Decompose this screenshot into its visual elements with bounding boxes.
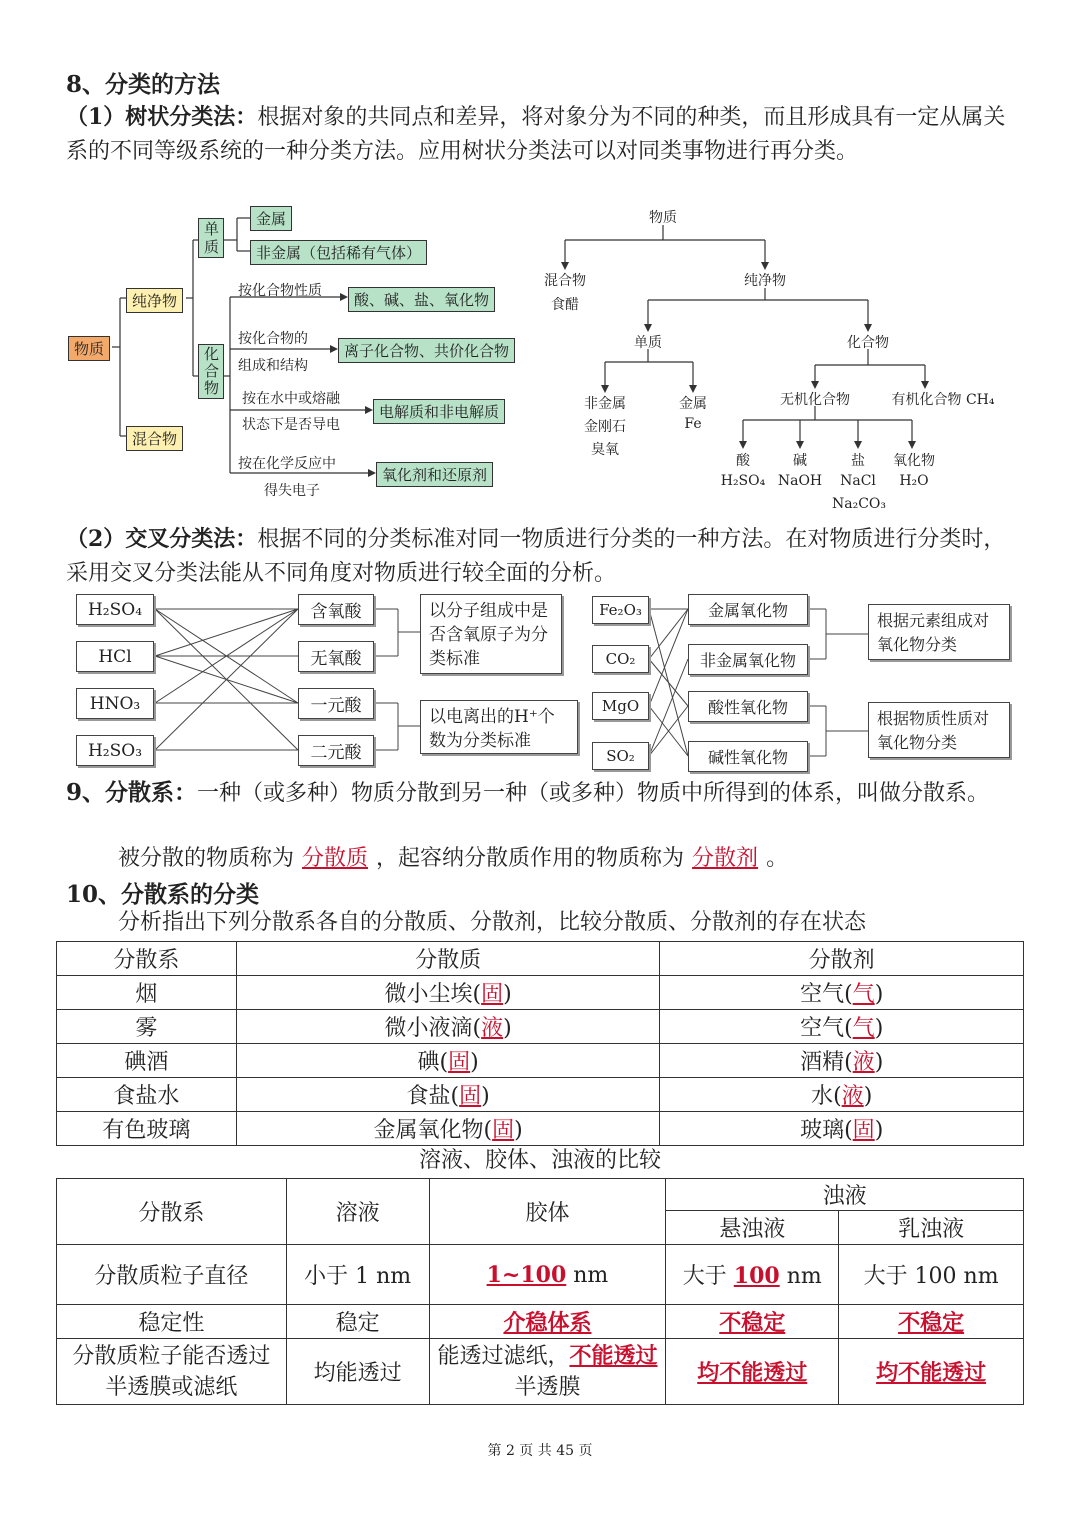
row-system: 食盐水 <box>57 1078 237 1112</box>
row-solvent: 水(液) <box>660 1078 1024 1112</box>
tree-right-salt: 盐 <box>851 453 865 469</box>
acid-h2so4: H₂SO₄ <box>76 594 154 625</box>
oxide-type-metal: 金属氧化物 <box>688 594 808 625</box>
tree-c2-label2: 组成和结构 <box>238 358 308 374</box>
tree-right-base-ex: NaOH <box>777 473 823 489</box>
section-9-text: 一种（或多种）物质分散到另一种（或多种）物质中所得到的体系，叫做分散系。 <box>197 781 990 806</box>
tree-right-compound: 化合物 <box>847 335 889 351</box>
table-row <box>57 1078 1024 1112</box>
r3-emulsion <box>839 1339 1024 1405</box>
r2-label: 稳定性 <box>57 1305 287 1339</box>
compare-header-row-1 <box>57 1179 1024 1211</box>
oxide-type-basic: 碱性氧化物 <box>688 741 808 772</box>
row-system: 雾 <box>57 1010 237 1044</box>
acid-hcl: HCl <box>76 641 154 672</box>
solute-name: 微小液滴 <box>384 1016 473 1041</box>
tree-right-mixture-ex: 食醋 <box>551 297 579 313</box>
solute-name: 金属氧化物 <box>373 1118 484 1143</box>
r1-suspension <box>666 1245 839 1305</box>
acid-type-di: 二元酸 <box>298 735 374 766</box>
tree-right-oxide: 氧化物 <box>893 453 935 469</box>
solvent-name: 空气 <box>800 1016 845 1041</box>
th-solute: 分散质 <box>236 942 660 976</box>
section-9-title: 9、分散系： <box>66 779 198 806</box>
tree-right-nonmetal-ex2: 臭氧 <box>591 442 619 458</box>
r2-emulsion <box>839 1305 1024 1339</box>
r1-susp-unit: nm <box>786 1264 822 1289</box>
r1-colloid <box>429 1245 666 1305</box>
oxide-so2: SO₂ <box>592 742 649 770</box>
acid-hno3: HNO₃ <box>76 688 154 719</box>
tree-right-element: 单质 <box>634 335 662 351</box>
tree-right-metal-ex: Fe <box>684 416 702 432</box>
cross-method-paragraph <box>66 522 1018 591</box>
fill-mid: ，起容纳分散质作用的物质称为 <box>376 846 685 871</box>
tree-right-oxide-ex: H₂O <box>899 473 929 489</box>
tree-c3-label1: 按在水中或熔融 <box>242 391 340 407</box>
tree-method-label: （1）树状分类法： <box>66 104 258 130</box>
oxide-standard-2: 根据物质性质对氧化物分类 <box>868 702 1010 758</box>
tree-left-mixture: 混合物 <box>126 426 183 451</box>
row-solute: 食盐(固) <box>236 1078 660 1112</box>
tree-left-root: 物质 <box>68 336 110 361</box>
r1-emulsion: 大于 100 nm <box>839 1245 1024 1305</box>
page-footer: 第 2 页 共 45 页 <box>487 1443 593 1459</box>
table-row <box>57 1245 1024 1305</box>
tree-c2-box: 离子化合物、共价化合物 <box>338 338 515 363</box>
section-8-title: 8、分类的方法 <box>66 71 221 98</box>
r1-solution: 小于 1 nm <box>286 1245 429 1305</box>
row-solvent: 空气(气) <box>660 1010 1024 1044</box>
solvent-name: 酒精 <box>800 1050 845 1075</box>
solute-name: 食盐 <box>406 1084 451 1109</box>
row-solute: 碘(固) <box>236 1044 660 1078</box>
th-system: 分散系 <box>57 942 237 976</box>
tree-right-inorganic: 无机化合物 <box>780 392 850 408</box>
r1-label: 分散质粒子直径 <box>57 1245 287 1305</box>
tree-right-nonmetal: 非金属 <box>584 396 626 412</box>
solute-state: 固 <box>459 1084 482 1109</box>
acid-type-oxy: 含氧酸 <box>298 594 374 625</box>
tree-method-text: 根据对象的共同点和差异，将对象分为不同的种类，而且形成具有一定从属关系的不同等级系统的一种分类方法。应用树状分类法可以对同类事物进行再分类。 <box>66 105 1006 164</box>
tree-c3-label2: 状态下是否导电 <box>242 417 340 433</box>
row-system: 有色玻璃 <box>57 1112 237 1146</box>
tree-left-metal: 金属 <box>250 206 292 231</box>
r2-emul-answer: 不稳定 <box>898 1310 965 1336</box>
fill-end: 。 <box>766 846 789 871</box>
solute-state: 固 <box>448 1050 471 1075</box>
table-row <box>57 1305 1024 1339</box>
table-row <box>57 1010 1024 1044</box>
r3-colloid <box>429 1339 666 1405</box>
row-solvent: 酒精(液) <box>660 1044 1024 1078</box>
r1-colloid-unit: nm <box>573 1262 609 1288</box>
solute-state: 固 <box>481 982 504 1007</box>
r3-label: 分散质粒子能否透过半透膜或滤纸 <box>57 1339 287 1405</box>
fill-answer-solute: 分散质 <box>302 846 369 871</box>
r3-colloid-answer: 不能透过 <box>569 1342 658 1369</box>
oxide-type-acidic: 酸性氧化物 <box>688 691 808 722</box>
fill-pre: 被分散的物质称为 <box>118 846 295 871</box>
r3-solution: 均能透过 <box>286 1339 429 1405</box>
ch-solution: 溶液 <box>286 1179 429 1245</box>
ch-emulsion: 乳浊液 <box>839 1211 1024 1245</box>
tree-left-pure: 纯净物 <box>126 288 183 313</box>
table-row <box>57 1339 1024 1405</box>
tree-c3-box: 电解质和非电解质 <box>373 399 505 424</box>
solvent-state: 气 <box>852 1016 875 1041</box>
row-solvent: 空气(气) <box>660 976 1024 1010</box>
tree-left-element: 单质 <box>198 218 224 258</box>
tree-c4-label2: 得失电子 <box>264 483 320 499</box>
section-9-paragraph <box>66 776 1018 811</box>
r2-suspension <box>666 1305 839 1339</box>
r3-colloid-post: 半透膜 <box>514 1374 581 1400</box>
oxide-fe2o3: Fe₂O₃ <box>592 596 649 624</box>
r2-colloid-answer: 介稳体系 <box>503 1310 592 1336</box>
tree-c2-label1: 按化合物的 <box>238 331 308 347</box>
cross-method-text: 根据不同的分类标准对同一物质进行分类的一种方法。在对物质进行分类时，采用交叉分类法能从不同角度对物质进行较全面的分析。 <box>66 527 1006 586</box>
solvent-state: 气 <box>852 982 875 1007</box>
fill-answer-solvent: 分散剂 <box>692 846 759 871</box>
tree-right-salt-ex1: NaCl <box>840 473 876 489</box>
tree-right-base: 碱 <box>793 453 807 469</box>
solvent-state: 固 <box>852 1118 875 1143</box>
tree-c1-box: 酸、碱、盐、氧化物 <box>348 287 495 312</box>
section-9-fill <box>118 842 1018 876</box>
ch-system: 分散系 <box>57 1179 287 1245</box>
tree-right-organic: 有机化合物 CH₄ <box>891 392 995 408</box>
r1-susp-pre: 大于 <box>682 1264 727 1289</box>
solvent-name: 玻璃 <box>800 1118 845 1143</box>
tree-right-acid-ex: H₂SO₄ <box>720 473 766 489</box>
r2-solution: 稳定 <box>286 1305 429 1339</box>
ch-turbid: 浊液 <box>666 1179 1024 1211</box>
tree-c4-label1: 按在化学反应中 <box>238 456 336 472</box>
compare-caption: 溶液、胶体、浊液的比较 <box>418 1148 661 1173</box>
row-solvent: 玻璃(固) <box>660 1112 1024 1146</box>
acid-h2so3: H₂SO₃ <box>76 735 154 766</box>
tree-right-nonmetal-ex1: 金刚石 <box>584 419 626 435</box>
th-solvent: 分散剂 <box>660 942 1024 976</box>
solvent-state: 液 <box>852 1050 875 1075</box>
r3-colloid-pre: 能透过滤纸， <box>437 1343 570 1369</box>
dispersion-table <box>56 941 1024 1146</box>
tree-left-compound: 化合物 <box>198 344 224 399</box>
r3-susp-answer: 均不能透过 <box>697 1360 808 1386</box>
acid-standard-2: 以电离出的H⁺个数为分类标准 <box>420 700 578 754</box>
ch-suspension: 悬浊液 <box>666 1211 839 1245</box>
row-system: 烟 <box>57 976 237 1010</box>
ch-colloid: 胶体 <box>429 1179 666 1245</box>
solute-state: 液 <box>481 1016 504 1041</box>
cross-method-label: （2）交叉分类法： <box>66 526 258 552</box>
row-solute: 微小尘埃(固) <box>236 976 660 1010</box>
tree-right-metal: 金属 <box>679 396 707 412</box>
solvent-name: 空气 <box>800 982 845 1007</box>
r3-emul-answer: 均不能透过 <box>876 1360 987 1386</box>
table-row <box>57 1044 1024 1078</box>
oxide-co2: CO₂ <box>592 645 649 673</box>
solvent-name: 水 <box>811 1084 834 1109</box>
tree-right-mixture: 混合物 <box>544 273 586 289</box>
section-10-intro: 分析指出下列分散系各自的分散质、分散剂，比较分散质、分散剂的存在状态 <box>118 910 867 935</box>
tree-right-salt-ex2: Na₂CO₃ <box>831 496 886 512</box>
acid-standard-1: 以分子组成中是否含氧原子为分类标准 <box>420 594 562 674</box>
acid-type-mono: 一元酸 <box>298 688 374 719</box>
r2-colloid <box>429 1305 666 1339</box>
oxide-mgo: MgO <box>592 692 649 720</box>
tree-left-nonmetal: 非金属（包括稀有气体） <box>250 240 427 265</box>
section-10-title: 10、分散系的分类 <box>66 881 260 908</box>
compare-table <box>56 1178 1024 1405</box>
row-system: 碘酒 <box>57 1044 237 1078</box>
row-solute: 微小液滴(液) <box>236 1010 660 1044</box>
table-row <box>57 976 1024 1010</box>
r1-susp-answer: 100 <box>733 1263 780 1289</box>
tree-right-pure: 纯净物 <box>744 273 786 289</box>
r3-suspension <box>666 1339 839 1405</box>
r2-susp-answer: 不稳定 <box>719 1310 786 1336</box>
tree-c1-label: 按化合物性质 <box>238 283 322 299</box>
solute-name: 微小尘埃 <box>384 982 473 1007</box>
solute-name: 碘 <box>417 1050 440 1075</box>
r1-colloid-answer: 1~100 <box>486 1261 567 1288</box>
tree-right-acid: 酸 <box>736 453 750 469</box>
oxide-standard-1: 根据元素组成对氧化物分类 <box>868 604 1010 660</box>
table-header-row <box>57 942 1024 976</box>
tree-c4-box: 氧化剂和还原剂 <box>376 462 493 487</box>
solute-state: 固 <box>492 1118 515 1143</box>
table-row <box>57 1112 1024 1146</box>
oxide-type-nonmetal: 非金属氧化物 <box>688 644 808 675</box>
acid-type-nonoxy: 无氧酸 <box>298 641 374 672</box>
tree-right-root: 物质 <box>649 210 677 226</box>
row-solute: 金属氧化物(固) <box>236 1112 660 1146</box>
solvent-state: 液 <box>841 1084 864 1109</box>
